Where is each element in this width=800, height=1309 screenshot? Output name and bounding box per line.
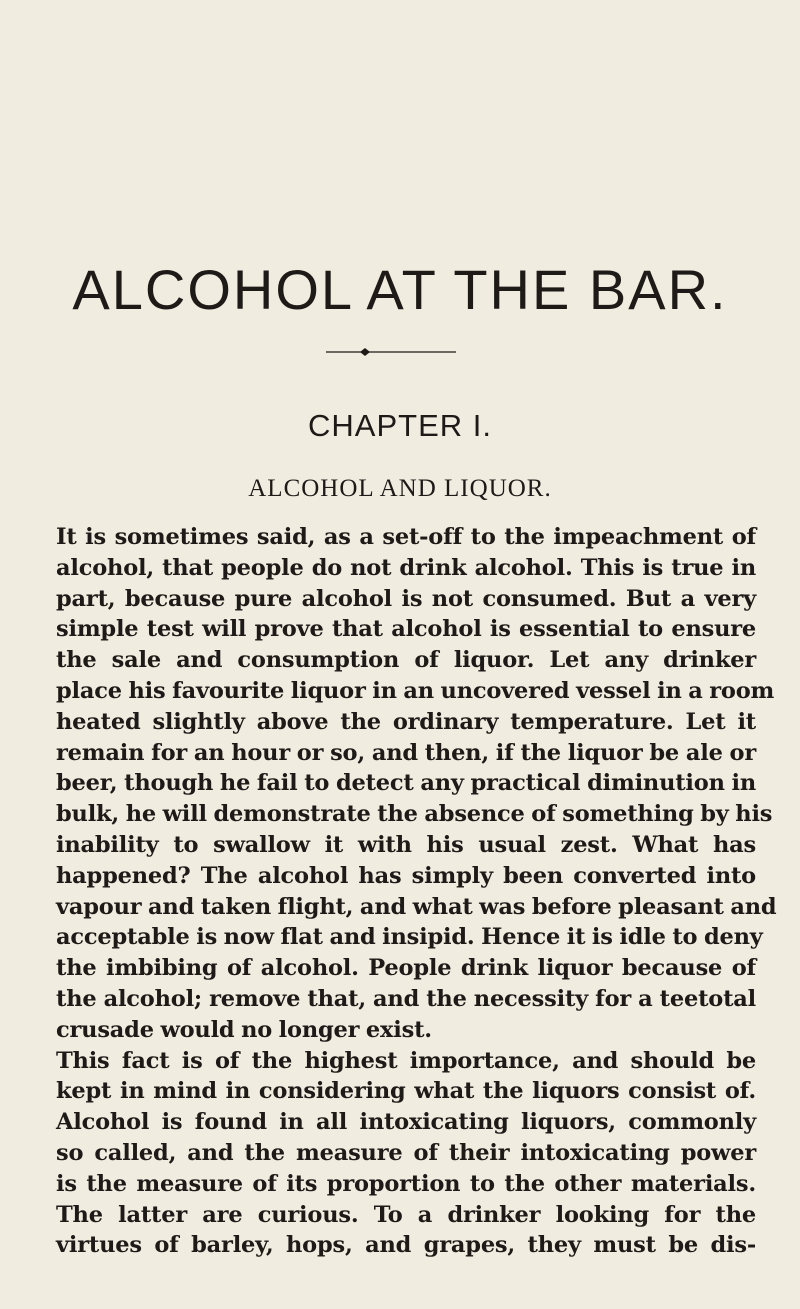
text-line: remain for an hour or so, and then, if the liquor be ale or <box>56 739 756 766</box>
text-line: is the measure of its proportion to the other materials. <box>56 1170 756 1197</box>
text-line: beer, though he fail to detect any practical diminution in <box>56 770 756 797</box>
text-line: happened? The alcohol has simply been converted into <box>56 862 756 889</box>
text-line: simple test will prove that alcohol is essential to ensure <box>56 616 756 643</box>
text-line: inability to swallow it with his usual zest. What has <box>56 831 756 858</box>
text-line: the alcohol; remove that, and the necessity for a teetotal <box>56 985 756 1012</box>
text-line: crusade would no longer exist. <box>56 1016 432 1043</box>
book-title: ALCOHOL AT THE BAR. <box>72 258 728 321</box>
text-line: Alcohol is found in all intoxicating liquors, commonly <box>56 1109 756 1136</box>
text-line: the sale and consumption of liquor. Let any drinker <box>56 647 756 674</box>
text-line: part, because pure alcohol is not consumed. But a very <box>56 585 756 612</box>
text-line: The latter are curious. To a drinker looking for the <box>56 1201 756 1228</box>
ornament-divider <box>326 347 456 357</box>
text-line: This fact is of the highest importance, and should be <box>56 1047 756 1074</box>
text-line: acceptable is now flat and insipid. Hence it is idle to deny <box>56 924 763 951</box>
text-line: alcohol, that people do not drink alcohol. This is true in <box>56 554 756 581</box>
text-line: so called, and the measure of their intoxicating power <box>56 1139 756 1166</box>
text-line: the imbibing of alcohol. People drink liquor because of <box>56 955 756 982</box>
chapter-heading: CHAPTER I. <box>308 408 492 443</box>
text-line: kept in mind in considering what the liquors consist of. <box>56 1078 756 1105</box>
chapter-subtitle: ALCOHOL AND LIQUOR. <box>248 475 552 502</box>
text-line: place his favourite liquor in an uncovered vessel in a room <box>56 677 775 704</box>
text-line: vapour and taken flight, and what was before pleasant and <box>56 893 777 920</box>
body-text <box>56 522 777 1261</box>
text-line: It is sometimes said, as a set-off to the impeachment of <box>56 524 756 550</box>
text-line: virtues of barley, hops, and grapes, they must be dis- <box>56 1232 756 1259</box>
text-line: bulk, he will demonstrate the absence of something by his <box>56 801 773 828</box>
text-line: heated slightly above the ordinary temperature. Let it <box>56 708 756 735</box>
